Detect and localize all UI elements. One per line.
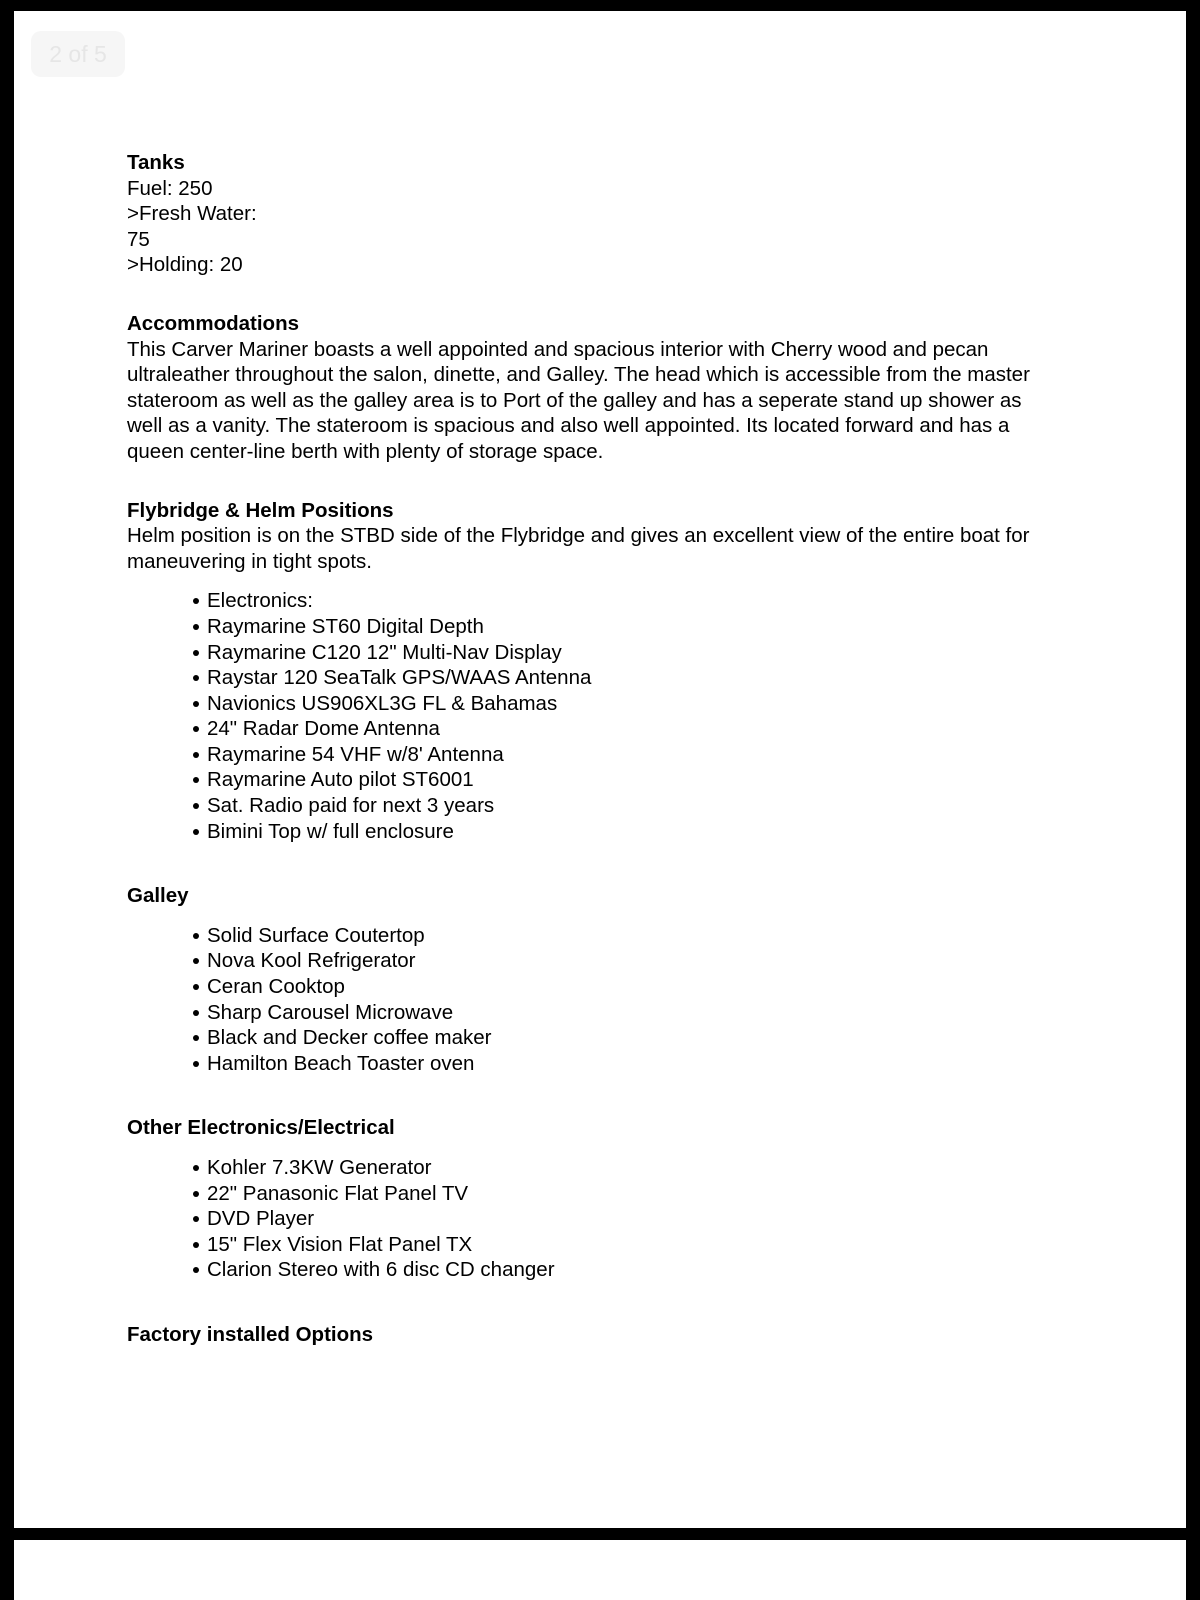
list-item: Raymarine Auto pilot ST6001 [207, 767, 1087, 793]
other-electronics-heading: Other Electronics/Electrical [127, 1116, 395, 1140]
page-indicator: 2 of 5 [31, 31, 125, 77]
galley-section [127, 883, 1087, 1076]
flybridge-heading: Flybridge & Helm Positions [127, 498, 394, 522]
list-item: Navionics US906XL3G FL & Bahamas [207, 691, 1087, 717]
paragraph-line: ultraleather throughout the salon, dinette, and Galley. The head which is accessible from the master [127, 363, 1030, 387]
document-page[interactable] [14, 11, 1186, 1528]
list-item: Hamilton Beach Toaster oven [207, 1051, 1087, 1077]
accommodations-heading: Accommodations [127, 311, 299, 335]
list-item: Sat. Radio paid for next 3 years [207, 793, 1087, 819]
tanks-section [127, 150, 1087, 278]
tanks-heading: Tanks [127, 151, 185, 174]
paragraph-line: maneuvering in tight spots. [127, 549, 372, 573]
factory-options-heading: Factory installed Options [127, 1322, 374, 1346]
list-item: Solid Surface Coutertop [207, 923, 1087, 949]
next-page-preview[interactable] [14, 1540, 1186, 1600]
tanks-line: 75 [127, 227, 150, 251]
list-item: Bimini Top w/ full enclosure [207, 819, 1087, 845]
list-item: 22" Panasonic Flat Panel TV [207, 1181, 1087, 1207]
list-item: Sharp Carousel Microwave [207, 1000, 1087, 1026]
tanks-line: >Holding: 20 [127, 253, 243, 277]
list-item: 24" Radar Dome Antenna [207, 716, 1087, 742]
accommodations-section [127, 311, 1087, 465]
accommodations-paragraph [127, 337, 1087, 465]
tanks-line: >Fresh Water: [127, 202, 257, 226]
flybridge-section [127, 498, 1087, 845]
paragraph-line: well as a vanity. The stateroom is spacious and also well appointed. Its located forward and has a [127, 414, 1010, 438]
list-item: Black and Decker coffee maker [207, 1025, 507, 1051]
list-item: Electronics: [207, 588, 1087, 614]
flybridge-paragraph [127, 523, 1087, 574]
other-electronics-section [127, 1115, 1087, 1283]
list-item: Clarion Stereo with 6 disc CD changer [207, 1257, 1087, 1283]
paragraph-line: stateroom as well as the galley area is to Port of the galley and has a seperate stand up shower as [127, 388, 1022, 412]
list-item: Nova Kool Refrigerator [207, 948, 1087, 974]
list-item: Raymarine 54 VHF w/8' Antenna [207, 742, 1087, 768]
paragraph-line: queen center-line berth with plenty of storage space. [127, 439, 604, 463]
galley-heading: Galley [127, 884, 189, 908]
list-item: DVD Player [207, 1206, 1087, 1232]
factory-options-section [127, 1322, 1087, 1348]
flybridge-list [127, 588, 1087, 844]
list-item: Ceran Cooktop [207, 974, 1087, 1000]
list-item: Raymarine C120 12" Multi-Nav Display [207, 640, 1087, 666]
other-electronics-list [127, 1155, 1087, 1283]
list-item: Raymarine ST60 Digital Depth [207, 614, 1087, 640]
list-item: Raystar 120 SeaTalk GPS/WAAS Antenna [207, 665, 1087, 691]
list-item: 15" Flex Vision Flat Panel TX [207, 1232, 1087, 1258]
tanks-line: Fuel: 250 [127, 176, 213, 200]
page-content [127, 150, 1087, 1348]
paragraph-line: Helm position is on the STBD side of the Flybridge and gives an excellent view of the entire boat for [127, 524, 1030, 548]
list-item: Kohler 7.3KW Generator [207, 1155, 1087, 1181]
galley-list [127, 923, 1087, 1077]
paragraph-line: This Carver Mariner boasts a well appointed and spacious interior with Cherry wood and pecan [127, 337, 989, 361]
